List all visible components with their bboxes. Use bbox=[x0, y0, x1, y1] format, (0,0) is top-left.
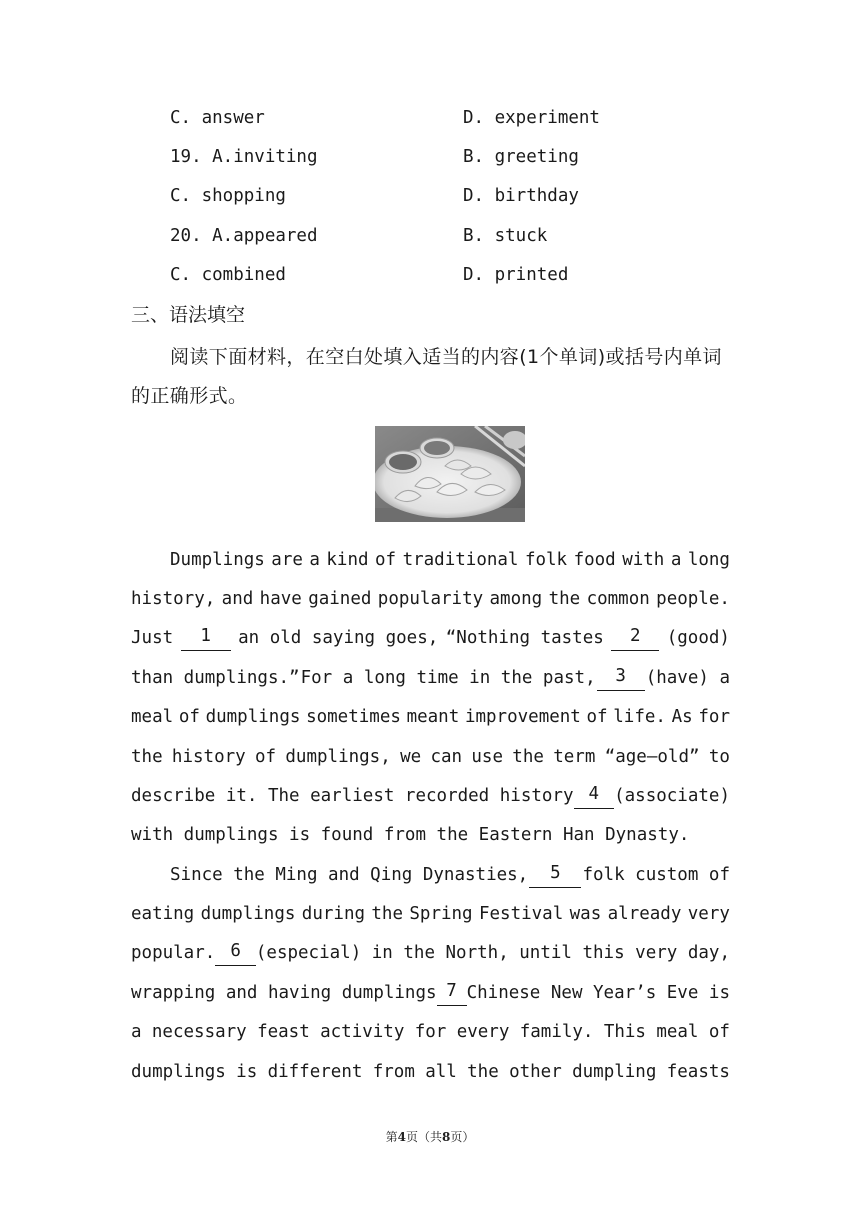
word: already bbox=[607, 904, 682, 924]
option-text: D. birthday bbox=[463, 186, 579, 206]
passage-line bbox=[131, 1059, 730, 1085]
blank-2[interactable]: 2 bbox=[611, 625, 659, 651]
word: with bbox=[622, 550, 665, 570]
word: folk bbox=[524, 550, 568, 570]
option-text: 19. A.inviting bbox=[170, 147, 318, 167]
word: of bbox=[586, 707, 608, 727]
passage-line bbox=[131, 1019, 730, 1045]
passage-line bbox=[170, 862, 730, 888]
word: every bbox=[456, 1022, 510, 1042]
word: of bbox=[708, 1022, 730, 1042]
word: folk custom of bbox=[582, 865, 730, 885]
word: than dumplings.” bbox=[131, 668, 300, 688]
word: Since the Ming and Qing Dynasties, bbox=[170, 865, 529, 885]
word: popular. bbox=[131, 943, 216, 963]
word: from bbox=[372, 1062, 415, 1082]
word: (especial) in the North, until this very day, bbox=[255, 943, 730, 963]
word: (have) a bbox=[645, 668, 730, 688]
word: Just bbox=[131, 628, 174, 648]
word: to bbox=[708, 747, 730, 767]
word: dumplings bbox=[205, 707, 301, 727]
blank-5[interactable]: 5 bbox=[529, 862, 581, 888]
word: of bbox=[255, 747, 277, 767]
option-text: 20. A.appeared bbox=[170, 226, 318, 246]
passage-line bbox=[131, 744, 730, 770]
word: a bbox=[131, 1022, 142, 1042]
blank-7[interactable]: 7 bbox=[437, 980, 467, 1006]
section-heading: 三、语法填空 bbox=[131, 304, 246, 326]
blank-4[interactable]: 4 bbox=[574, 783, 615, 809]
blank-6[interactable]: 6 bbox=[215, 940, 256, 966]
word: traditional bbox=[402, 550, 519, 570]
blank-1[interactable]: 1 bbox=[181, 625, 231, 651]
passage-line bbox=[131, 901, 730, 927]
word: “age—old” bbox=[604, 747, 700, 767]
word: meal bbox=[656, 1022, 699, 1042]
word: different bbox=[267, 1062, 363, 1082]
passage-line bbox=[170, 547, 730, 573]
passage-line bbox=[131, 980, 730, 1006]
word: during bbox=[301, 904, 366, 924]
word: describe it. The earliest recorded history bbox=[131, 786, 574, 806]
word: dumplings bbox=[131, 1062, 226, 1082]
word: eating bbox=[131, 904, 195, 924]
word: common bbox=[586, 589, 650, 609]
option-row bbox=[170, 224, 730, 248]
word: are bbox=[271, 550, 303, 570]
word: we bbox=[400, 747, 422, 767]
dumplings-photo bbox=[375, 426, 525, 522]
word: family. bbox=[519, 1022, 594, 1042]
option-text: C. shopping bbox=[170, 186, 286, 206]
word: of bbox=[178, 707, 200, 727]
word: is bbox=[236, 1062, 258, 1082]
word: the bbox=[371, 904, 403, 924]
word: improvement bbox=[464, 707, 581, 727]
word: For a long time in the past, bbox=[300, 668, 596, 688]
section-instruction: 阅读下面材料，在空白处填入适当的内容(1个单词)或括号内单词的正确形式。 bbox=[131, 346, 722, 407]
word: a bbox=[309, 550, 320, 570]
word: dumplings, bbox=[285, 747, 391, 767]
passage-line bbox=[131, 665, 730, 691]
word: was bbox=[569, 904, 602, 924]
word: (associate) bbox=[614, 786, 730, 806]
word: food bbox=[573, 550, 616, 570]
option-text: D. printed bbox=[463, 265, 569, 285]
page-footer bbox=[0, 1128, 860, 1145]
word: for bbox=[698, 707, 730, 727]
word: gained bbox=[308, 589, 372, 609]
passage-line bbox=[131, 704, 730, 730]
word: with dumplings is found from the Eastern Han Dynasty. bbox=[131, 825, 690, 845]
word: Festival bbox=[478, 904, 564, 924]
option-row bbox=[170, 106, 730, 130]
word: sometimes bbox=[306, 707, 401, 727]
word: the bbox=[467, 1062, 499, 1082]
page-number: 4 bbox=[397, 1130, 406, 1144]
word: long bbox=[687, 550, 730, 570]
word: Chinese New Year’s Eve is bbox=[466, 983, 730, 1003]
word: have bbox=[259, 589, 302, 609]
word: popularity bbox=[377, 589, 484, 609]
blank-3[interactable]: 3 bbox=[597, 665, 645, 691]
footer-text: 页） bbox=[450, 1130, 475, 1144]
word: “Nothing tastes bbox=[445, 628, 604, 648]
word: history, bbox=[131, 589, 216, 609]
option-text: D. experiment bbox=[463, 108, 600, 128]
option-row bbox=[170, 184, 730, 208]
word: of bbox=[375, 550, 397, 570]
option-row bbox=[170, 145, 730, 169]
footer-text: 页（共 bbox=[405, 1130, 442, 1144]
word: dumpling bbox=[572, 1062, 657, 1082]
word: activity bbox=[320, 1022, 405, 1042]
passage-line bbox=[131, 783, 730, 809]
word: feast bbox=[257, 1022, 310, 1042]
word: the bbox=[131, 747, 163, 767]
word: feasts bbox=[666, 1062, 730, 1082]
option-text: C. combined bbox=[170, 265, 286, 285]
word: an old saying goes, bbox=[238, 628, 439, 648]
passage-line bbox=[131, 625, 730, 651]
word: necessary bbox=[151, 1022, 247, 1042]
word: for bbox=[414, 1022, 447, 1042]
word: a bbox=[670, 550, 682, 570]
word: kind bbox=[326, 550, 369, 570]
word: people. bbox=[656, 589, 730, 609]
word: wrapping and having dumplings bbox=[131, 983, 437, 1003]
option-text: C. answer bbox=[170, 108, 265, 128]
passage-line bbox=[131, 940, 730, 966]
word: all bbox=[425, 1062, 457, 1082]
word: This bbox=[603, 1022, 646, 1042]
word: among bbox=[489, 589, 543, 609]
word: term bbox=[553, 747, 596, 767]
word: and bbox=[221, 589, 254, 609]
option-text: B. stuck bbox=[463, 226, 548, 246]
word: can bbox=[430, 747, 463, 767]
word: (good) bbox=[666, 628, 730, 648]
word: the bbox=[512, 747, 544, 767]
word: meant bbox=[406, 707, 460, 727]
footer-text: 第 bbox=[385, 1130, 398, 1144]
word: history bbox=[171, 747, 246, 767]
word: very bbox=[687, 904, 730, 924]
word: dumplings bbox=[200, 904, 296, 924]
passage-line bbox=[131, 822, 730, 848]
passage-line bbox=[131, 586, 730, 612]
word: As bbox=[671, 707, 693, 727]
word: life. bbox=[613, 707, 666, 727]
option-text: B. greeting bbox=[463, 147, 579, 167]
word: meal bbox=[131, 707, 174, 727]
total-pages: 8 bbox=[442, 1130, 451, 1144]
word: Spring bbox=[409, 904, 473, 924]
word: other bbox=[509, 1062, 562, 1082]
option-row bbox=[170, 263, 730, 287]
word: Dumplings bbox=[170, 550, 265, 570]
word: the bbox=[548, 589, 581, 609]
word: use bbox=[471, 747, 503, 767]
